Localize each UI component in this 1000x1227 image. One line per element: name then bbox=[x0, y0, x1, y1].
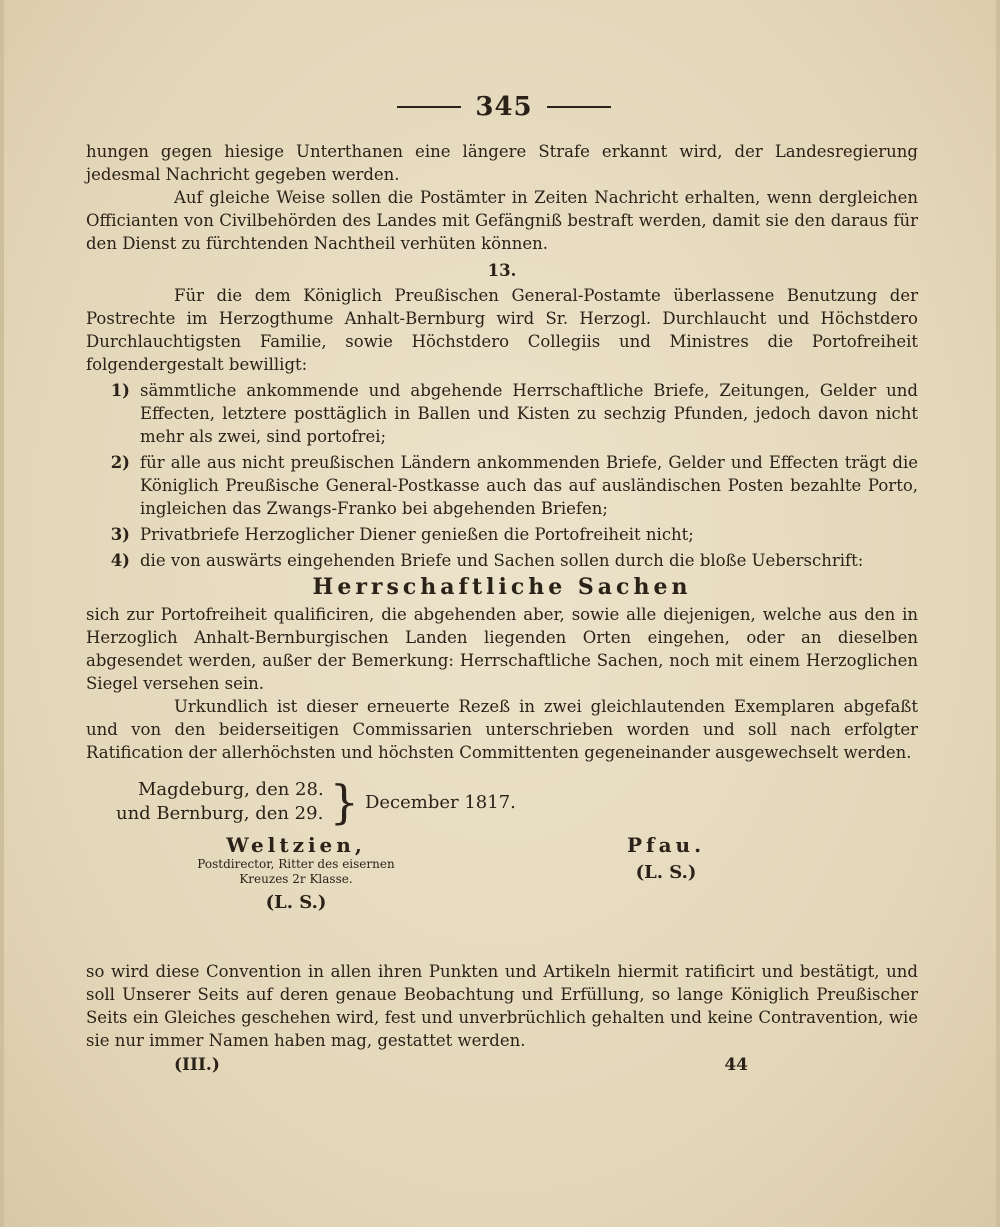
list-item-text: für alle aus nicht preußischen Ländern ankommenden Briefe, Gelder und Effecten trägt die Königlich Preußische General-Postkasse auch das auf ausländischen Posten bezahlte Porto, ingleichen das Zwangs-Franko bei abgehenden Briefen; bbox=[140, 453, 918, 518]
list-item bbox=[86, 549, 918, 572]
list-item bbox=[86, 523, 918, 546]
section-number: 13. bbox=[487, 261, 517, 280]
paragraph-qualificiren: sich zur Portofreiheit qualificiren, die abgehenden aber, sowie alle diejenigen, welche aus den in Herzoglich Anhalt-Bernburgischen Landen liegenden Orten eingehen, oder an dieselben abgesendet werden, außer der Bemerkung: Herrschaftliche Sachen, noch mit einem Herzoglichen Siegel versehen sein. bbox=[86, 605, 918, 693]
signature-block bbox=[86, 834, 918, 954]
list-item bbox=[86, 451, 918, 520]
list-item-text: die von auswärts eingehenden Briefe und Sachen sollen durch die bloße Ueberschrift: bbox=[140, 551, 864, 570]
date-line-magdeburg: Magdeburg, den 28. bbox=[138, 779, 324, 800]
sheet-number: 44 bbox=[724, 1055, 748, 1075]
signature-mark: (III.) bbox=[174, 1055, 220, 1075]
header-rule-right bbox=[547, 106, 611, 108]
list-item-text: sämmtliche ankommende und abgehende Herrschaftliche Briefe, Zeitungen, Gelder und Effecten, letztere posttäglich in Ballen und Kisten zu sechzig Pfunden, jedoch davon nicht mehr als zwei, sind portofrei; bbox=[140, 381, 918, 446]
paragraph-portofreiheit: Für die dem Königlich Preußischen General-Postamte überlassene Benutzung der Postrechte im Herzogthume Anhalt-Bernburg wird Sr. Herzogl. Durchlaucht und Höchstdero Durchlauchtigsten Familie, sowie Höchstdero Collegiis und Ministres die Portofreiheit folgendergestalt bewilligt: bbox=[86, 286, 918, 374]
signatory-title: Kreuzes 2r Klasse. bbox=[239, 872, 353, 886]
page-body bbox=[86, 140, 918, 1077]
brace-icon: } bbox=[329, 775, 359, 829]
paragraph-ratification: so wird diese Convention in allen ihren Punkten und Artikeln hiermit ratificirt und bestätigt, und soll Unserer Seits auf deren genaue Beobachtung und Erfüllung, so lange Königlich Preußischer Seits ein Gleiches geschehen wird, fest und unverbrüchlich gehalten und keine Contravention, wie sie nur immer Namen haben mag, gestattet werden. bbox=[86, 962, 918, 1050]
date-block bbox=[116, 775, 918, 829]
date-line-bernburg: und Bernburg, den 29. bbox=[116, 803, 324, 824]
date-places bbox=[116, 778, 324, 826]
signatory-name: Pfau. bbox=[626, 833, 706, 857]
seal-mark: (L. S.) bbox=[265, 892, 327, 913]
signature-right bbox=[606, 834, 726, 884]
paragraph-urkundlich: Urkundlich ist dieser erneuerte Rezeß in zwei gleichlautenden Exemplaren abgefaßt und von den beiderseitigen Commissarien unterschrieben worden und soll nach erfolgter Ratification der allerhöchsten und höchsten Committenten gegeneinander ausgewechselt werden. bbox=[86, 697, 918, 762]
signatory-title: Postdirector, Ritter des eisernen bbox=[197, 857, 395, 871]
list-item-number: 2) bbox=[110, 453, 130, 472]
list-item-number: 4) bbox=[110, 551, 130, 570]
rubric-heading: Herrschaftliche Sachen bbox=[312, 574, 692, 600]
page-header bbox=[4, 92, 1000, 122]
list-item-text: Privatbriefe Herzoglicher Diener genießen die Portofreiheit nicht; bbox=[140, 525, 694, 544]
date-month: December 1817. bbox=[364, 791, 516, 813]
list-item bbox=[86, 379, 918, 448]
list-item-number: 1) bbox=[110, 381, 130, 400]
header-rule-left bbox=[397, 106, 461, 108]
paragraph-continuation: hungen gegen hiesige Unterthanen eine längere Strafe erkannt wird, der Landesregierung jedesmal Nachricht gegeben werden. bbox=[86, 142, 918, 184]
list-item-number: 3) bbox=[110, 525, 130, 544]
signature-left bbox=[166, 834, 426, 914]
page-number: 345 bbox=[475, 92, 533, 122]
page-footer bbox=[86, 1054, 918, 1077]
paragraph-postamter: Auf gleiche Weise sollen die Postämter in Zeiten Nachricht erhalten, wenn dergleichen Officianten von Civilbehörden des Landes mit Gefängniß bestraft werden, damit sie den daraus für den Dienst zu fürchtenden Nachtheil verhüten können. bbox=[86, 188, 918, 253]
seal-mark: (L. S.) bbox=[635, 862, 697, 883]
signatory-name: Weltzien, bbox=[226, 833, 366, 857]
